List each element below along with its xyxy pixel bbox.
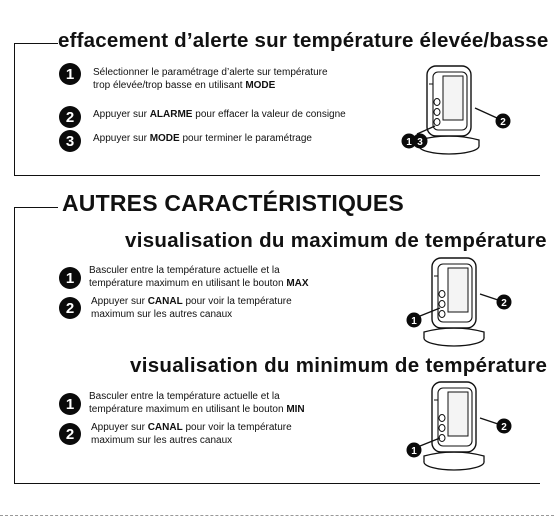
other-features-title: AUTRES CARACTÉRISTIQUES [62,190,404,216]
step-text: température maximum en utilisant le bouton [89,277,287,289]
step-number-badge: 2 [59,423,81,445]
step-text: température maximum en utilisant le bouton [89,403,287,415]
step-text: Basculer entre la température actuelle et la [89,265,280,276]
step-number-badge: 1 [59,393,81,415]
callout-label: 1 [406,137,412,148]
thermometer-display-unit-icon [400,254,530,354]
callout-label: 1 [411,316,417,327]
callout-label: 1 [411,446,417,457]
step-text: maximum sur les autres canaux [91,434,233,446]
thermometer-display-unit-icon [395,62,525,162]
min-step-1 [59,393,305,416]
alert-step-2 [59,106,346,128]
alert-step-1 [59,63,328,92]
step-keyword: MODE [245,79,276,91]
step-number-badge: 2 [59,297,81,319]
section-top-rule [14,207,58,208]
step-keyword: MODE [149,133,180,144]
step-text: trop élevée/trop basse en utilisant [93,79,246,91]
step-text: Appuyer sur [93,133,150,144]
step-text: Basculer entre la température actuelle et la [89,391,280,402]
min-view-title: visualisation du minimum de température [130,354,548,377]
step-text: pour voir la température [182,296,292,307]
callout-label: 2 [501,298,507,309]
step-number-badge: 3 [59,130,81,152]
step-keyword: CANAL [147,296,183,307]
step-number-badge: 2 [59,106,81,128]
alert-clear-title: effacement d’alerte sur température élevée/basse [58,29,549,52]
step-keyword: MAX [286,277,309,289]
max-step-1 [59,267,309,290]
section-bottom-rule [14,175,540,176]
step-text: pour terminer le paramétrage [179,133,312,144]
step-keyword: CANAL [147,422,183,433]
step-keyword: MIN [286,403,305,415]
min-step-2 [59,423,292,447]
callout-label: 2 [501,422,507,433]
step-text: pour voir la température [182,422,292,433]
step-text: Appuyer sur [91,296,148,307]
alert-step-3 [59,130,312,152]
page-bottom-rule [0,515,554,516]
step-text: pour effacer la valeur de consigne [192,109,346,120]
max-view-title: visualisation du maximum de température [125,229,547,252]
callout-label: 2 [500,117,506,128]
section-left-border [14,43,15,176]
step-text: Sélectionner le paramétrage d’alerte sur température [93,67,328,78]
step-text: Appuyer sur [93,109,150,120]
thermometer-display-unit-icon [400,378,530,478]
callout-label: 3 [417,137,423,148]
section-left-border [14,207,15,484]
max-step-2 [59,297,292,321]
section-bottom-rule [14,483,540,484]
step-text: maximum sur les autres canaux [91,308,233,320]
step-number-badge: 1 [59,267,81,289]
section-top-rule [14,43,58,44]
step-text: Appuyer sur [91,422,148,433]
step-keyword: ALARME [149,109,193,120]
step-number-badge: 1 [59,63,81,85]
